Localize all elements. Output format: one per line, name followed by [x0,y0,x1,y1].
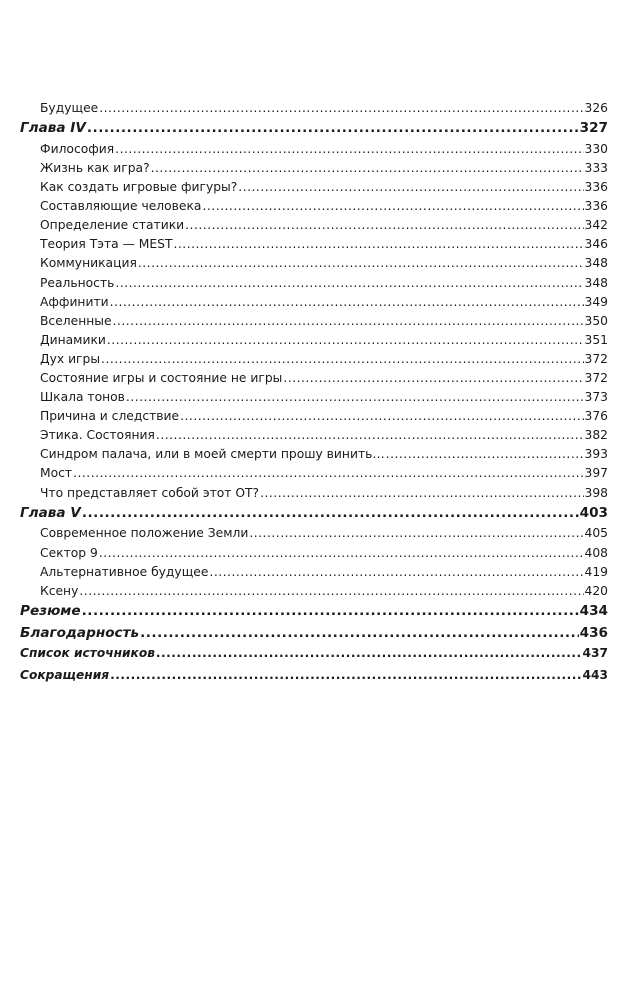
toc-entry-title: Альтернативное будущее [40,564,209,579]
toc-entry-title: Сокращения [20,668,110,683]
toc-chapter-entry [20,668,608,690]
toc-entry [20,526,608,545]
toc-chapter-entry [20,625,608,647]
toc-entry-title: Сектор 9 [40,545,98,560]
toc-entry [20,333,608,352]
toc-entry-title: Коммуникация [40,256,137,271]
dot-leader [110,668,581,682]
toc-entry [20,486,608,505]
toc-entry [20,565,608,584]
toc-entry-title: Что представляет собой этот ОТ? [40,485,260,500]
toc-entry-title: Реальность [40,275,115,290]
dot-leader [107,333,584,347]
toc-entry-title: Как создать игровые фигуры? [40,180,238,195]
toc-entry-title: Жизнь как игра? [40,160,150,175]
dot-leader [87,120,579,136]
dot-leader [99,101,583,115]
toc-entry-page-number: 403 [579,504,608,521]
toc-entry-page-number: 408 [584,545,608,560]
toc-entry-page-number: 393 [584,447,608,462]
dot-leader [115,142,583,156]
toc-entry-page-number: 350 [584,313,608,328]
dot-leader [82,603,579,619]
dot-leader [110,295,584,309]
toc-entry-title: Динамики [40,332,106,347]
toc-entry-title: Вселенные [40,313,112,328]
dot-leader [151,161,584,175]
toc-entry-page-number: 336 [584,199,608,214]
dot-leader [101,352,583,366]
toc-entry-title: Этика. Состояния [40,428,155,443]
toc-entry-page-number: 434 [579,602,608,619]
toc-entry-title: Будущее [40,101,99,115]
toc-entry-title: Глава IV [20,120,86,137]
dot-leader [156,428,584,442]
dot-leader [260,486,583,500]
toc-entry-title: Мост [40,466,73,481]
dot-leader [173,237,583,251]
toc-entry-title: Шкала тонов [40,390,125,405]
toc-entry-page-number: 376 [584,409,608,424]
dot-leader [386,447,584,461]
toc-entry-title: Резюме [20,602,81,619]
dot-leader [113,314,584,328]
dot-leader [238,180,583,194]
toc-entry [20,142,608,161]
dot-leader [138,256,584,270]
toc-entry [20,218,608,237]
toc-entry-title: Аффинити [40,294,109,309]
toc-entry-page-number: 382 [584,428,608,443]
toc-entry-page-number: 397 [584,466,608,481]
toc-entry-page-number: 437 [582,646,608,661]
toc-entry-page-number: 405 [584,526,608,541]
toc-entry [20,237,608,256]
toc-entry-title: Составляющие человека [40,199,202,214]
toc-entry [20,428,608,447]
toc-entry [20,409,608,428]
toc-entry-page-number: 349 [584,294,608,309]
dot-leader [82,505,579,521]
toc-chapter-entry [20,603,608,625]
toc-entry-title: Определение статики [40,218,185,233]
dot-leader [126,390,584,404]
toc-entry-page-number: 346 [584,237,608,252]
toc-entry-page-number: 419 [584,564,608,579]
toc-entry [20,352,608,371]
toc-entry-page-number: 342 [584,218,608,233]
toc-entry-page-number: 443 [582,668,608,683]
toc-entry-page-number: 326 [584,101,608,115]
dot-leader [209,565,583,579]
dot-leader [115,276,583,290]
toc-entry-page-number: 348 [584,275,608,290]
toc-entry [20,101,608,120]
toc-entry-title: Список источников [20,646,155,661]
toc-entry [20,199,608,218]
toc-entry [20,371,608,390]
toc-entry-title: Состояние игры и состояние не игры [40,371,283,386]
toc-entry-page-number: 420 [584,583,608,598]
toc-entry-page-number: 333 [584,160,608,175]
toc-chapter-entry [20,646,608,668]
dot-leader [202,199,583,213]
toc-entry-title: Глава V [20,504,81,521]
toc-entry-title: Причина и следствие [40,409,180,424]
dot-leader [99,546,584,560]
toc-entry [20,390,608,409]
toc-entry-title: Современное положение Земли [40,526,249,541]
toc-entry [20,584,608,603]
toc-entry-page-number: 398 [584,485,608,500]
toc-chapter-entry [20,120,608,142]
dot-leader [283,371,583,385]
toc-entry-page-number: 330 [584,141,608,156]
dot-leader [156,646,582,660]
dot-leader [79,584,583,598]
toc-entry-page-number: 372 [584,351,608,366]
toc-entry-page-number: 373 [584,390,608,405]
dot-leader [185,218,583,232]
toc-entry-page-number: 436 [579,624,608,641]
table-of-contents [20,101,608,690]
toc-entry [20,256,608,275]
toc-entry-page-number: 372 [584,371,608,386]
toc-entry [20,180,608,199]
toc-entry-title: Теория Тэта — MEST [40,237,173,252]
toc-chapter-entry [20,505,608,527]
dot-leader [180,409,583,423]
toc-entry [20,276,608,295]
toc-entry-page-number: 336 [584,180,608,195]
toc-entry-title: Философия [40,141,115,156]
toc-entry [20,161,608,180]
toc-entry-page-number: 327 [579,120,608,137]
toc-entry [20,447,608,466]
dot-leader [249,526,583,540]
toc-entry [20,314,608,333]
toc-entry [20,295,608,314]
toc-entry [20,466,608,485]
dot-leader [140,625,579,641]
toc-entry [20,546,608,565]
toc-entry-page-number: 348 [584,256,608,271]
toc-entry-title: Ксену [40,583,79,598]
toc-entry-page-number: 351 [584,332,608,347]
toc-entry-title: Синдром палача, или в моей смерти прошу винить… [40,447,385,462]
dot-leader [73,466,583,480]
toc-entry-title: Дух игры [40,351,101,366]
toc-entry-title: Благодарность [20,624,140,641]
